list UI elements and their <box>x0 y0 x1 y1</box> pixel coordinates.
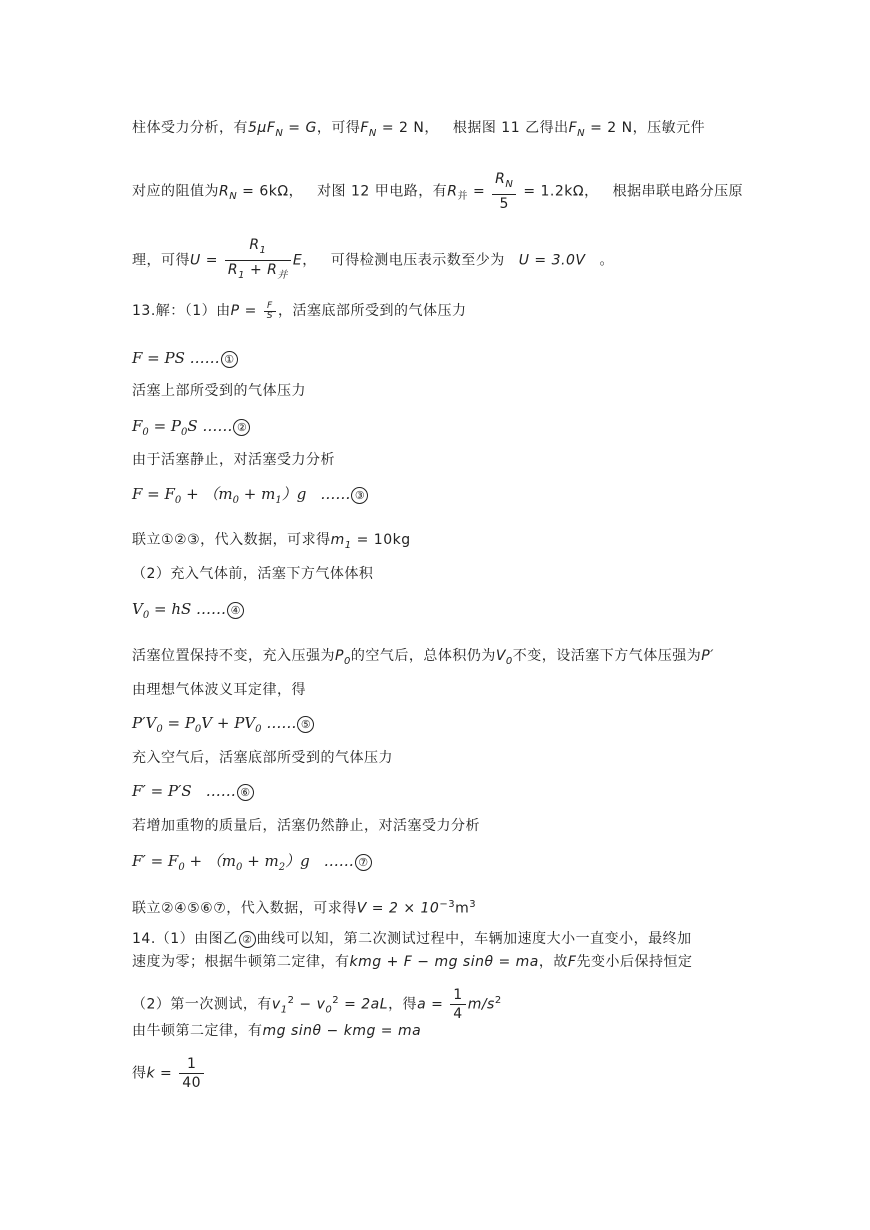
math: = 2 N <box>376 120 425 136</box>
math-sub: N <box>368 127 377 139</box>
math: k = <box>146 1065 178 1082</box>
math-sub: 0 <box>236 862 243 873</box>
math: E <box>292 252 303 269</box>
text-line <box>132 747 393 769</box>
math-sup: −3 <box>439 899 456 910</box>
math-sub: 0 <box>181 427 188 438</box>
fraction <box>225 236 291 285</box>
text-line <box>132 986 502 1023</box>
math: = 6kΩ <box>237 183 289 200</box>
math: …… <box>205 782 236 800</box>
text: 13.解：（1）由 <box>132 303 231 319</box>
math: mg sinθ − kmg = ma <box>262 1023 422 1039</box>
math: = 1.2kΩ <box>518 183 585 200</box>
text-line <box>132 415 251 444</box>
math: V <box>495 648 506 664</box>
math: V = 2 × 10 <box>356 900 440 917</box>
text: 若增加重物的质量后，活塞仍然静止，对活塞受力分析 <box>132 818 480 834</box>
math: F′ = P′S <box>132 782 192 800</box>
math: = G <box>283 120 317 136</box>
text-line <box>132 894 476 920</box>
fraction <box>450 986 465 1023</box>
math: S …… <box>187 417 233 435</box>
text: （2）第一次测试，有 <box>132 996 272 1013</box>
text: 理，可得 <box>132 252 190 269</box>
circled-number: ② <box>239 931 256 948</box>
text-line <box>132 815 480 837</box>
math: m/s <box>467 996 495 1013</box>
denominator: + R <box>245 261 278 278</box>
text: ， <box>584 183 599 200</box>
text: 对应的阻值为 <box>132 183 219 200</box>
text-line <box>132 679 306 701</box>
math: F <box>360 120 369 136</box>
math: v <box>271 996 281 1013</box>
math-sub: N <box>275 127 284 139</box>
text: 联立 <box>132 532 161 548</box>
text: 由牛顿第二定律，有 <box>132 1023 263 1039</box>
math-sup: 3 <box>469 899 477 910</box>
text: 由于活塞静止，对活塞受力分析 <box>132 452 335 468</box>
math: = hS …… <box>149 600 227 618</box>
math: F <box>568 120 578 136</box>
text: 联立 <box>132 900 161 917</box>
math: + （m <box>181 485 233 503</box>
text: 。 <box>599 252 614 269</box>
text-line <box>132 170 743 213</box>
math: m <box>455 900 470 917</box>
circled-number: ⑥ <box>237 784 254 801</box>
text-line <box>132 712 315 741</box>
text-line <box>132 951 692 973</box>
denominator: S <box>266 310 273 321</box>
math: 5μF <box>248 120 276 136</box>
text: ，得 <box>388 996 418 1013</box>
math-sub: N <box>577 127 586 139</box>
math: V + PV <box>201 714 256 732</box>
text-line <box>132 449 335 471</box>
math-sup: 2 <box>332 994 340 1006</box>
text-line <box>132 347 239 369</box>
math: F = PS …… <box>132 349 220 367</box>
math: = P <box>148 417 181 435</box>
text: ， <box>424 120 439 136</box>
circled-number: ② <box>233 419 250 436</box>
math-sub: 0 <box>505 655 513 667</box>
math: − v <box>294 996 326 1013</box>
text-line <box>132 598 245 627</box>
math: + m <box>239 485 276 503</box>
circled-number: ③ <box>351 487 368 504</box>
math: P′V <box>132 714 157 732</box>
math: U = <box>190 252 223 269</box>
text-line <box>132 1020 421 1042</box>
text: ， <box>288 183 304 200</box>
math: a = <box>417 996 449 1013</box>
denominator: 40 <box>182 1075 202 1091</box>
text-line <box>132 1055 206 1092</box>
circled-number: ④ <box>227 602 244 619</box>
text: ，代入数据，可求得 <box>200 532 331 548</box>
text: 曲线可以知，第二次测试过程中，车辆加速度大小一直变小，最终加 <box>256 931 692 947</box>
math-sub: N <box>505 178 514 190</box>
math: = 2 N <box>585 120 633 136</box>
text: 由理想气体波义耳定律，得 <box>132 682 306 698</box>
math-sub: 0 <box>178 862 185 873</box>
math-sup: 2 <box>494 994 502 1006</box>
fraction <box>179 1055 204 1092</box>
math: m <box>330 532 345 548</box>
text: （2）充入气体前，活塞下方气体体积 <box>132 566 374 582</box>
math-sub: 0 <box>325 1004 333 1016</box>
math: F′ = F <box>132 852 179 870</box>
math: …… <box>261 714 297 732</box>
text: ， <box>302 252 317 269</box>
text-line <box>132 850 373 879</box>
math-sub: 0 <box>194 724 202 735</box>
text-line <box>132 300 466 322</box>
text: ，故 <box>538 954 568 970</box>
numerator: R <box>495 171 506 187</box>
math-sub: N <box>229 191 238 203</box>
text: 14.（1）由图乙 <box>132 931 238 947</box>
denominator: 4 <box>453 1006 463 1022</box>
math-sub: 2 <box>278 862 286 873</box>
math: ）g <box>281 485 307 503</box>
math-sub: 0 <box>232 495 240 506</box>
text: 速度为零；根据牛顿第二定律，有 <box>132 954 350 970</box>
math: F <box>132 417 143 435</box>
denominator: 5 <box>499 195 509 212</box>
denominator: R <box>227 261 239 278</box>
text-line <box>132 236 614 285</box>
numerator: F <box>264 302 276 312</box>
fraction <box>492 170 516 213</box>
math: R <box>447 183 458 200</box>
text-line <box>132 780 255 802</box>
math: P = <box>230 303 262 319</box>
text: 充入空气后，活塞底部所受到的气体压力 <box>132 750 393 766</box>
text: 根据图 11 乙得出 <box>452 120 569 136</box>
circled-number: ⑤ <box>297 716 314 733</box>
text: 活塞位置保持不变，充入压强为 <box>132 648 335 664</box>
text: ，代入数据，可求得 <box>226 900 357 917</box>
math-sub: 0 <box>174 495 182 506</box>
numerator: 1 <box>179 1055 204 1074</box>
math-sub: 1 <box>344 539 352 551</box>
text: 先变小后保持恒定 <box>576 954 693 970</box>
fraction <box>264 302 276 321</box>
circled-numbers: ①②③ <box>161 532 201 548</box>
math: = 2aL <box>339 996 389 1013</box>
math-sub: 0 <box>142 610 150 621</box>
text-line <box>132 529 411 557</box>
text-line <box>132 380 306 402</box>
text: 可得检测电压表示数至少为 <box>330 252 505 269</box>
text: 活塞上部所受到的气体压力 <box>132 383 306 399</box>
math-sub: 1 <box>238 269 245 281</box>
circled-number: ① <box>221 351 238 368</box>
text-line <box>132 645 714 673</box>
text: ，压敏元件 <box>632 120 706 136</box>
text: ，活塞底部所受到的气体压力 <box>277 303 467 319</box>
text-line <box>132 117 705 145</box>
math: + m <box>242 852 279 870</box>
circled-numbers: ②④⑤⑥⑦ <box>161 900 227 917</box>
math: ）g <box>285 852 310 870</box>
text-line <box>132 563 373 585</box>
math-sub: 1 <box>275 495 282 506</box>
math: F = F <box>132 485 175 503</box>
math-sub: 0 <box>343 655 351 667</box>
math-sub: 并 <box>457 191 469 203</box>
math-sub: 1 <box>280 1004 288 1016</box>
math: P′ <box>701 648 714 664</box>
math: V <box>132 600 143 618</box>
math: = P <box>162 714 195 732</box>
math-sub: 并 <box>277 269 288 281</box>
math-sub: 0 <box>142 427 149 438</box>
math: kmg + F − mg sinθ = ma <box>349 954 539 970</box>
math: P <box>335 648 344 664</box>
math-sup: 2 <box>287 994 295 1006</box>
text: 的空气后，总体积仍为 <box>350 648 496 664</box>
math-sub: 0 <box>255 724 262 735</box>
math: …… <box>323 852 354 870</box>
numerator: 1 <box>450 986 465 1005</box>
math: U = 3.0V <box>518 252 586 269</box>
circled-number: ⑦ <box>355 854 372 871</box>
text: 柱体受力分析，有 <box>132 120 248 136</box>
text-line <box>132 483 369 512</box>
text-line <box>132 928 692 950</box>
text: 根据串联电路分压原 <box>612 183 744 200</box>
math: = <box>468 183 491 200</box>
text: 不变，设活塞下方气体压强为 <box>512 648 702 664</box>
math: + （m <box>184 852 237 870</box>
text: 对图 12 甲电路，有 <box>317 183 448 200</box>
math: F <box>567 954 577 970</box>
text: ，可得 <box>316 120 361 136</box>
math: = 10kg <box>351 532 411 548</box>
math: …… <box>320 485 351 503</box>
math-sub: 1 <box>259 244 267 256</box>
numerator: R <box>249 237 260 253</box>
math-sub: 0 <box>156 724 163 735</box>
math: R <box>219 183 230 200</box>
text: 得 <box>132 1065 147 1082</box>
